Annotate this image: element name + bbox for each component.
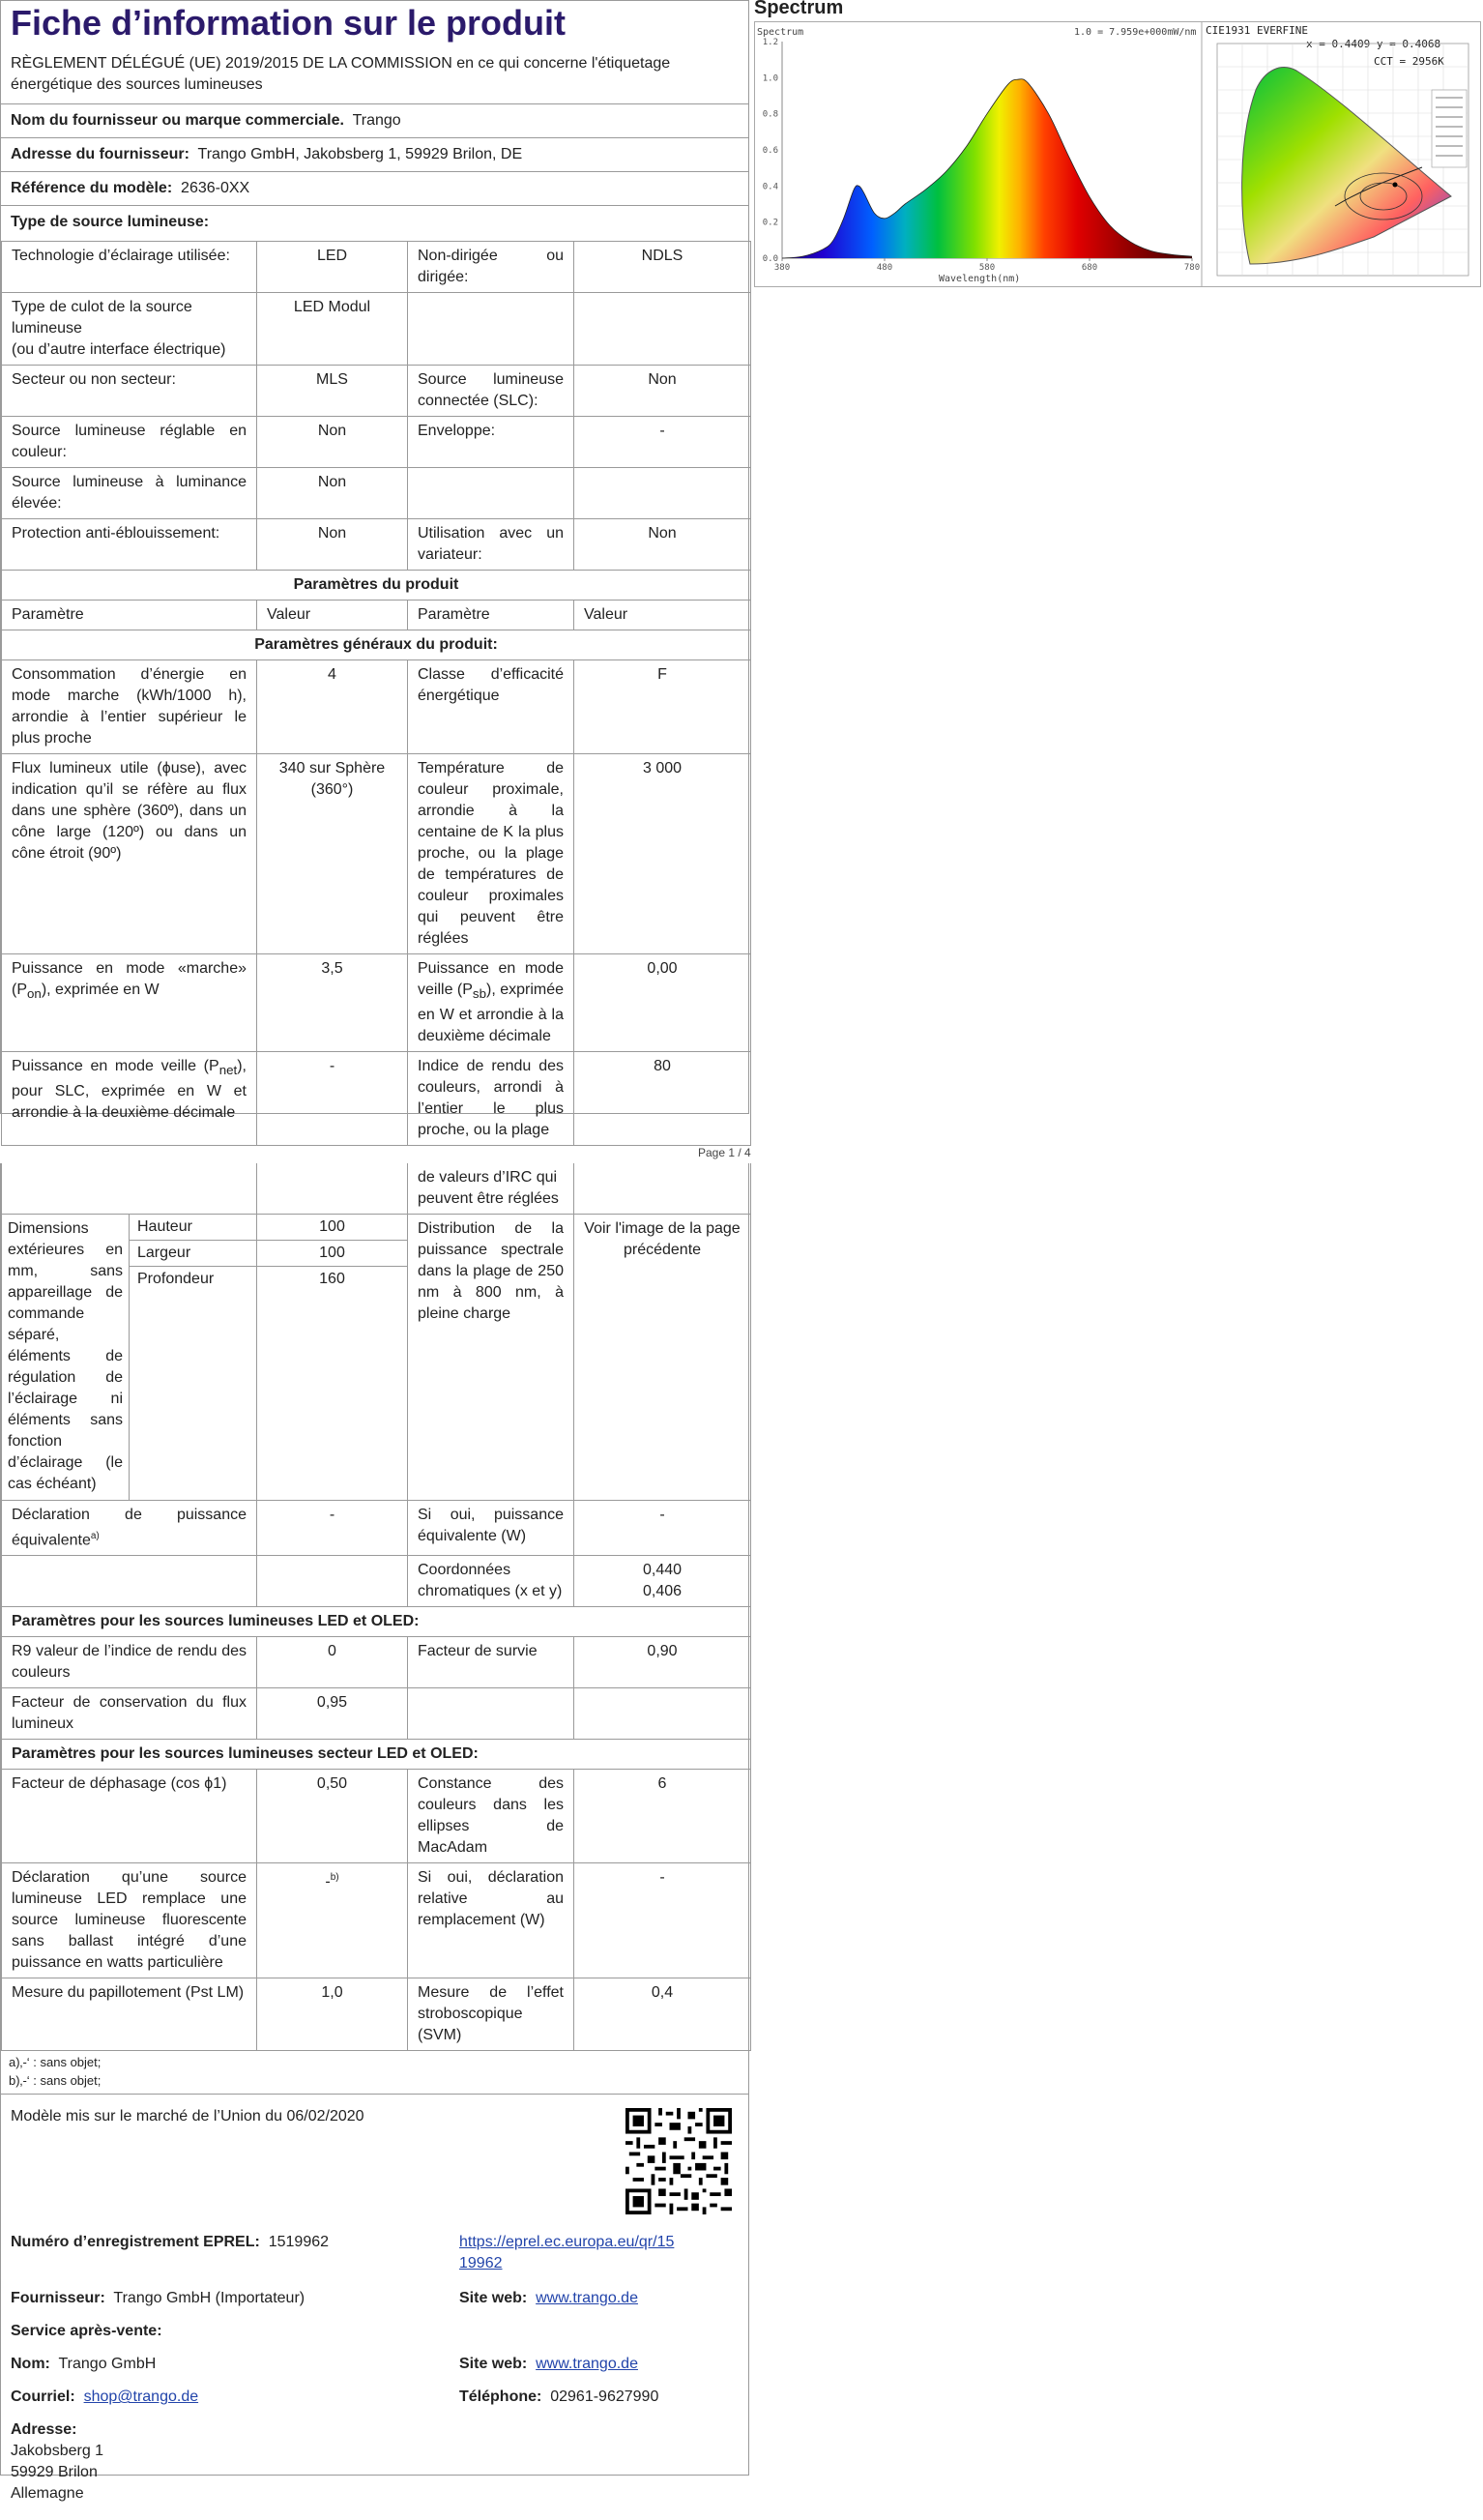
- param-value: 3,5: [257, 954, 408, 1052]
- y-tick-label: 0.8: [762, 109, 778, 120]
- table-row: [2, 571, 751, 601]
- column-header: Valeur: [257, 601, 408, 630]
- param-value: Non: [257, 417, 408, 468]
- service-name-row: [11, 2354, 156, 2375]
- dimension-name: Profondeur: [130, 1267, 257, 1501]
- phone-label: Téléphone:: [459, 2388, 542, 2406]
- phone-value: 02961-9627990: [550, 2388, 659, 2406]
- dimension-name: Largeur: [130, 1241, 257, 1267]
- footnote-b: b)‚-‘ : sans objet;: [9, 2073, 102, 2089]
- param-value: LED: [257, 242, 408, 293]
- label-part: Déclaration de puissance équivalente: [12, 1507, 247, 1549]
- table-row: [2, 242, 751, 293]
- spectrum-heading: Spectrum: [754, 0, 844, 18]
- param-label-line: (ou d’autre interface électrique): [12, 341, 226, 358]
- address-block: [11, 2419, 103, 2505]
- label-part: Puissance en mode veille (P: [12, 1058, 219, 1075]
- param-label: Si oui, puissance équivalente (W): [408, 1501, 574, 1556]
- section-heading: Paramètres pour les sources lumineuses LED et OLED:: [2, 1607, 751, 1637]
- param-label: Température de couleur proximale, arrondie à la centaine de K la plus proche, ou la plage de températures de couleur proximales qui peuvent être réglées: [408, 754, 574, 954]
- param-value: 0,90: [574, 1637, 751, 1688]
- param-label: [2, 1052, 257, 1146]
- model-row: [1, 171, 748, 205]
- eprel-value: 1519962: [268, 2234, 330, 2251]
- table-row: [2, 1978, 751, 2051]
- service-website-row: [459, 2354, 638, 2375]
- address-line: 59929 Brilon: [11, 2464, 98, 2481]
- email-link[interactable]: shop@trango.de: [83, 2388, 199, 2406]
- param-label: Secteur ou non secteur:: [2, 366, 257, 417]
- table-row: [2, 1740, 751, 1770]
- column-header: Paramètre: [2, 601, 257, 630]
- label-subscript: net: [218, 1063, 238, 1078]
- param-value: 0: [257, 1637, 408, 1688]
- table-row: [2, 1863, 751, 1978]
- cie-coordinates: x = 0.4409 y = 0.4068: [1306, 38, 1441, 50]
- param-value: [574, 293, 751, 366]
- param-label: [408, 954, 574, 1052]
- x-axis-label: Wavelength(nm): [939, 274, 1021, 284]
- table-row: [2, 468, 751, 519]
- label-part: ), exprimée en W: [41, 982, 160, 998]
- page-title: Fiche d’information sur le produit: [11, 3, 567, 43]
- table-header-row: [2, 601, 751, 630]
- table-row: [2, 1770, 751, 1863]
- empty-cell: [574, 1688, 751, 1740]
- regulation-text: RÈGLEMENT DÉLÉGUÉ (UE) 2019/2015 DE LA COMMISSION en ce qui concerne l'étiquetage énergétique des sources lumineuses: [11, 55, 671, 93]
- page-number: Page 1 / 4: [698, 1146, 751, 1159]
- param-value: 1,0: [257, 1978, 408, 2051]
- website-link[interactable]: www.trango.de: [536, 2290, 638, 2307]
- label-part: Puissance en mode «marche» (P: [12, 960, 247, 998]
- param-label: Si oui, déclaration relative au remplacement (W): [408, 1863, 574, 1978]
- param-value: 0,50: [257, 1770, 408, 1863]
- footnote-marker: b): [330, 1872, 339, 1884]
- table-row: [2, 660, 751, 754]
- email-row: [11, 2387, 198, 2408]
- param-label: de valeurs d’IRC qui peuvent être réglées: [408, 1163, 574, 1215]
- spectrum-chart: [755, 22, 1480, 286]
- chromaticity-point: [1393, 183, 1398, 188]
- x-tick-label: 380: [773, 263, 791, 273]
- dimension-value: 100: [257, 1241, 408, 1267]
- param-value: -: [574, 417, 751, 468]
- param-value: -: [257, 1052, 408, 1146]
- param-label: Coordonnées chromatiques (x et y): [408, 1556, 574, 1607]
- x-tick-label: 780: [1183, 263, 1201, 273]
- param-label: Non-dirigée ou dirigée:: [408, 242, 574, 293]
- qr-code-icon: [625, 2108, 732, 2214]
- param-value: F: [574, 660, 751, 754]
- table-row: [2, 366, 751, 417]
- param-label: [2, 1501, 257, 1556]
- light-source-table: [1, 241, 751, 1146]
- supplier-address-label: Adresse du fournisseur:: [11, 146, 189, 162]
- light-source-heading-row: [1, 205, 748, 241]
- service-website-label: Site web:: [459, 2356, 528, 2373]
- website-label: Site web:: [459, 2290, 528, 2307]
- param-value: Non: [574, 519, 751, 571]
- param-value: NDLS: [574, 242, 751, 293]
- x-tick-label: 680: [1081, 263, 1098, 273]
- eprel-label: Numéro d’enregistrement EPREL:: [11, 2234, 260, 2251]
- param-value: 0,00: [574, 954, 751, 1052]
- param-label: Classe d’efficacité énergétique: [408, 660, 574, 754]
- param-label: Technologie d’éclairage utilisée:: [2, 242, 257, 293]
- chart-title: Spectrum: [757, 27, 804, 38]
- param-label: Facteur de survie: [408, 1637, 574, 1688]
- table-row: [2, 1052, 751, 1146]
- param-value: Voir l'image de la page précédente: [574, 1215, 751, 1501]
- datasheet-page-2: [0, 1163, 749, 2503]
- param-label: [2, 293, 257, 366]
- light-source-heading: Type de source lumineuse:: [11, 214, 210, 230]
- table-row: [2, 1501, 751, 1556]
- empty-cell: [257, 1163, 408, 1215]
- param-value: 340 sur Sphère (360°): [257, 754, 408, 954]
- param-label: Distribution de la puissance spectrale dans la plage de 250 nm à 800 nm, à pleine charge: [408, 1215, 574, 1501]
- param-label: Mesure du papillotement (Pst LM): [2, 1978, 257, 2051]
- supplier-name-value: Trango: [352, 112, 401, 129]
- param-label: Facteur de conservation du flux lumineux: [2, 1688, 257, 1740]
- param-label: Consommation d’énergie en mode marche (kWh/1000 h), arrondie à l’entier supérieur le plus proche: [2, 660, 257, 754]
- param-value: Non: [257, 519, 408, 571]
- table-row: [2, 954, 751, 1052]
- cie-cct: CCT = 2956K: [1374, 55, 1444, 68]
- table-row: [2, 417, 751, 468]
- table-row: [2, 293, 751, 366]
- param-label: [2, 954, 257, 1052]
- param-label: Source lumineuse réglable en couleur:: [2, 417, 257, 468]
- eprel-link-line[interactable]: 19962: [459, 2255, 503, 2272]
- param-value: [574, 1556, 751, 1607]
- empty-cell: [408, 1688, 574, 1740]
- email-label: Courriel:: [11, 2388, 75, 2406]
- table-row: [2, 1163, 751, 1215]
- label-part: Puissance en mode veille (P: [418, 960, 564, 998]
- market-info-block: [1, 2094, 748, 2520]
- value-part: -: [325, 1873, 331, 1890]
- param-label: [408, 293, 574, 366]
- dimension-name: Hauteur: [130, 1215, 257, 1241]
- phone-row: [459, 2387, 658, 2408]
- param-value: Non: [574, 366, 751, 417]
- param-value: -: [574, 1863, 751, 1978]
- parameters-table-continued: [1, 1163, 751, 2051]
- param-label: Facteur de déphasage (cos ϕ1): [2, 1770, 257, 1863]
- supplier-name-row: [1, 103, 748, 137]
- service-name-value: Trango GmbH: [58, 2356, 157, 2373]
- param-label: Source lumineuse à luminance élevée:: [2, 468, 257, 519]
- param-value: MLS: [257, 366, 408, 417]
- param-label: Mesure de l’effet stroboscopique (SVM): [408, 1978, 574, 2051]
- model-label: Référence du modèle:: [11, 180, 173, 196]
- spectrum-plot: [757, 27, 1200, 284]
- empty-cell: [574, 1163, 751, 1215]
- footnote-a: a)‚-‘ : sans objet;: [9, 2055, 102, 2070]
- param-value: 0,95: [257, 1688, 408, 1740]
- cie-diagram: [1202, 22, 1468, 286]
- footnote-marker: a): [90, 1531, 100, 1541]
- y-tick-label: 0.0: [762, 254, 778, 264]
- y-tick-label: 1.0: [762, 73, 778, 84]
- address-label: Adresse:: [11, 2421, 77, 2439]
- spectrum-area: [782, 79, 1192, 258]
- empty-cell: [257, 1556, 408, 1607]
- param-label: Source lumineuse connectée (SLC):: [408, 366, 574, 417]
- param-label-line: Type de culot de la source lumineuse: [12, 299, 192, 337]
- model-value: 2636-0XX: [181, 180, 250, 196]
- param-value: -: [257, 1501, 408, 1556]
- table-row: [2, 1607, 751, 1637]
- dimension-value: 160: [257, 1267, 408, 1501]
- supplier-value: Trango GmbH (Importateur): [113, 2290, 305, 2307]
- param-value: 0,4: [574, 1978, 751, 2051]
- y-tick-label: 0.6: [762, 146, 778, 156]
- label-part: ), pour SLC, exprimée en W et arrondie à la deuxième décimale: [12, 1058, 247, 1122]
- x-tick-label: 580: [978, 263, 996, 273]
- cie-locus: [1242, 68, 1451, 264]
- empty-cell: [2, 1163, 257, 1215]
- label-subscript: on: [27, 986, 42, 1002]
- param-value: Non: [257, 468, 408, 519]
- dimensions-label: Dimensions extérieures en mm, sans appareillage de commande séparé, éléments de régulation de l’éclairage ni éléments sans fonction d’éclairage (le cas échéant): [2, 1215, 130, 1501]
- param-value: [257, 1863, 408, 1978]
- website-row: [459, 2288, 638, 2309]
- address-line: Jakobsberg 1: [11, 2443, 104, 2460]
- table-row: [2, 1637, 751, 1688]
- param-label: Utilisation avec un variateur:: [408, 519, 574, 571]
- param-label: Déclaration qu’une source lumineuse LED remplace une source lumineuse fluorescente sans ballast intégré d’une puissance en watts particulière: [2, 1863, 257, 1978]
- chart-annotation: 1.0 = 7.959e+000mW/nm: [1074, 27, 1197, 38]
- empty-cell: [2, 1556, 257, 1607]
- label-subscript: sb: [472, 986, 486, 1002]
- column-header: Valeur: [574, 601, 751, 630]
- y-tick-label: 0.4: [762, 182, 778, 192]
- param-value: [574, 468, 751, 519]
- y-ticks: [763, 38, 778, 264]
- supplier-address-row: [1, 137, 748, 171]
- param-value: LED Modul: [257, 293, 408, 366]
- label-part: ), exprimée en W et arrondie à la deuxième décimale: [418, 982, 565, 1045]
- table-row: [2, 1688, 751, 1740]
- column-header: Paramètre: [408, 601, 574, 630]
- service-name-label: Nom:: [11, 2356, 50, 2373]
- chroma-y-value: 0,406: [642, 1583, 683, 1600]
- table-row: [2, 754, 751, 954]
- table-row: [2, 519, 751, 571]
- section-heading: Paramètres du produit: [2, 571, 751, 601]
- param-label: Protection anti-éblouissement:: [2, 519, 257, 571]
- chroma-x-value: 0,440: [642, 1562, 683, 1579]
- after-sales-heading: Service après-vente:: [11, 2323, 162, 2340]
- datasheet-page-1: [0, 0, 749, 1139]
- x-ticks: [774, 258, 1200, 273]
- supplier-row: [11, 2288, 305, 2309]
- section-heading: Paramètres généraux du produit:: [2, 630, 751, 660]
- param-label: R9 valeur de l’indice de rendu des couleurs: [2, 1637, 257, 1688]
- y-tick-label: 0.2: [762, 218, 778, 228]
- table-row: [2, 630, 751, 660]
- y-tick-label: 1.2: [762, 38, 778, 47]
- cie-title: CIE1931 EVERFINE: [1206, 24, 1308, 37]
- param-value: 6: [574, 1770, 751, 1863]
- param-label: [408, 468, 574, 519]
- x-tick-label: 480: [876, 263, 893, 273]
- param-value: 80: [574, 1052, 751, 1146]
- address-line: Allemagne: [11, 2485, 84, 2503]
- table-row: [2, 1215, 751, 1241]
- eprel-row: [11, 2232, 329, 2253]
- market-placement-text: Modèle mis sur le marché de l’Union du 06/02/2020: [11, 2108, 364, 2125]
- cie-legend: [1432, 90, 1467, 167]
- eprel-link-line[interactable]: https://eprel.ec.europa.eu/qr/15: [459, 2234, 675, 2251]
- supplier-label: Fournisseur:: [11, 2290, 105, 2307]
- eprel-link[interactable]: [459, 2232, 674, 2274]
- param-value: 3 000: [574, 754, 751, 954]
- table-row: [2, 1556, 751, 1607]
- param-label: Enveloppe:: [408, 417, 574, 468]
- param-value: -: [574, 1501, 751, 1556]
- supplier-address-value: Trango GmbH, Jakobsberg 1, 59929 Brilon, DE: [197, 146, 523, 162]
- spectrum-figure: [754, 21, 1481, 287]
- param-label: Indice de rendu des couleurs, arrondi à l’entier le plus proche, ou la plage: [408, 1052, 574, 1146]
- param-value: 4: [257, 660, 408, 754]
- param-label: Constance des couleurs dans les ellipses de MacAdam: [408, 1770, 574, 1863]
- section-heading: Paramètres pour les sources lumineuses secteur LED et OLED:: [2, 1740, 751, 1770]
- supplier-name-label: Nom du fournisseur ou marque commerciale.: [11, 112, 344, 129]
- param-label: Flux lumineux utile (ϕuse), avec indication qu’il se réfère au flux dans une sphère (360º), dans un cône large (120º) ou dans un cône étroit (90º): [2, 754, 257, 954]
- dimension-value: 100: [257, 1215, 408, 1241]
- service-website-link[interactable]: www.trango.de: [536, 2356, 638, 2373]
